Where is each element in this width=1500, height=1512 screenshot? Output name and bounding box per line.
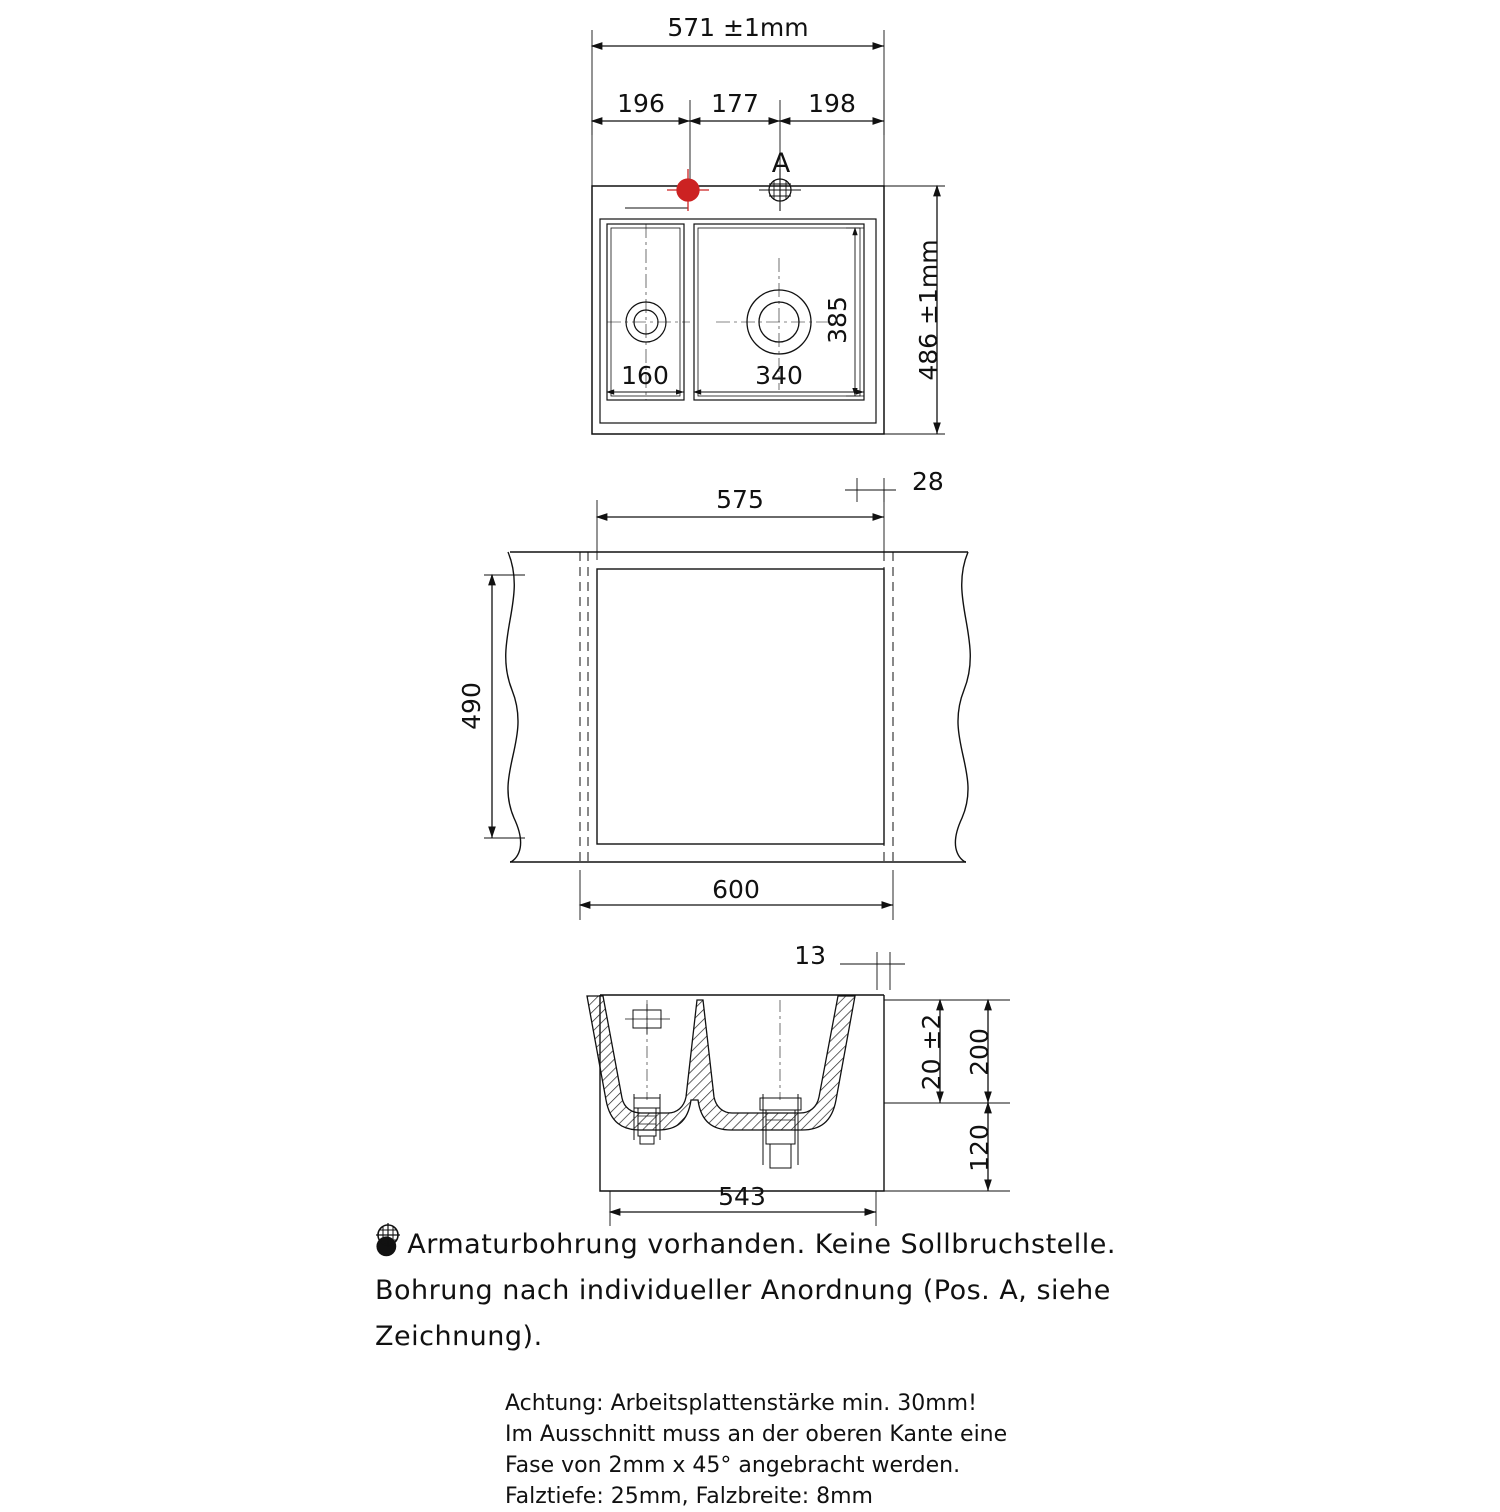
dim-cutout-width: 575 <box>716 485 764 514</box>
section-view <box>587 952 1010 1226</box>
dim-bowl-large-width: 340 <box>755 361 803 390</box>
dim-bowl-small-width: 160 <box>621 361 669 390</box>
note-sub-line-2: Im Ausschnitt muss an der oberen Kante eine <box>505 1422 1008 1447</box>
dim-bowl-depth-small: 20 ±2 <box>917 1013 946 1091</box>
note-main-line3: Zeichnung). <box>375 1321 543 1352</box>
dim-seg-right: 198 <box>808 89 856 118</box>
note-main <box>375 1222 1205 1360</box>
note-sub-line-3: Fase von 2mm x 45° angebracht werden. <box>505 1453 961 1478</box>
dim-edge-offset: 28 <box>912 467 944 496</box>
note-main-line2b: Pos. A, siehe <box>933 1275 1111 1306</box>
dim-drain-height: 120 <box>965 1124 994 1172</box>
label-tap-position-a: A <box>771 148 791 179</box>
crosshair-target-icon <box>375 1222 401 1248</box>
dim-bottom-width: 543 <box>718 1182 766 1211</box>
dim-bowl-depth-large: 200 <box>965 1028 994 1076</box>
cutout-view <box>484 478 970 920</box>
bullet-icon: ● <box>375 1230 399 1260</box>
dim-cutout-depth: 490 <box>457 682 486 730</box>
dim-seg-mid: 177 <box>711 89 759 118</box>
dim-seg-left: 196 <box>617 89 665 118</box>
note-sub-line-4: Falztiefe: 25mm, Falzbreite: 8mm <box>505 1484 873 1509</box>
existing-tap-hole-marker <box>667 169 709 211</box>
note-sub-line-1: Achtung: Arbeitsplattenstärke min. 30mm! <box>505 1391 977 1416</box>
dim-wall-thickness: 13 <box>794 941 826 970</box>
note-main-line1: Armaturbohrung vorhanden. Keine Sollbruchstelle. <box>407 1229 1116 1260</box>
dim-overall-width: 571 ±1mm <box>667 13 809 42</box>
note-main-line2a: Bohrung nach individueller Anordnung ( <box>375 1275 934 1306</box>
dim-cabinet-width: 600 <box>712 875 760 904</box>
note-sub <box>505 1388 1205 1512</box>
dim-overall-depth: 486 ±1mm <box>914 239 943 381</box>
dim-bowl-large-depth: 385 <box>823 296 852 344</box>
